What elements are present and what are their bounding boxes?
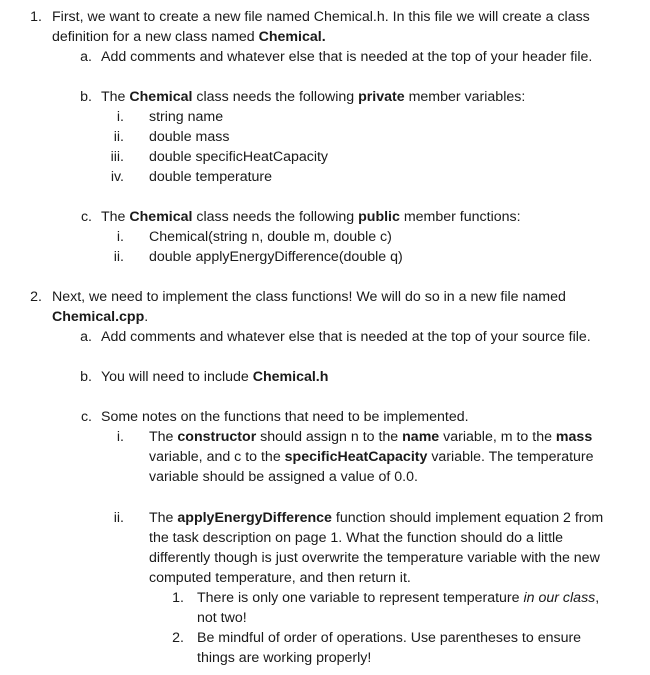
- list-item-marker: i.: [116, 109, 124, 125]
- list-item-marker: ii.: [113, 249, 124, 265]
- member-function-constructor: Chemical(string n, double m, double c): [149, 229, 392, 245]
- item-1a-marker: a.: [80, 49, 92, 65]
- list-item-marker: ii.: [113, 129, 124, 145]
- item-2c-marker: c.: [80, 409, 92, 425]
- note-2-line-1: The applyEnergyDifference function should implement equation 2 from: [149, 510, 604, 526]
- note-1-marker: i.: [116, 429, 124, 445]
- point-1-marker: 1.: [172, 590, 184, 606]
- note-1-line-1: The constructor should assign n to the name variable, m to the mass: [149, 429, 593, 445]
- item-2b-text: You will need to include Chemical.h: [101, 369, 329, 385]
- item-2-line-1: Next, we need to implement the class functions! We will do so in a new file named: [52, 289, 566, 305]
- note-2-line-4: computed temperature, and then return it.: [149, 570, 411, 586]
- member-variable-specific-heat: double specificHeatCapacity: [149, 149, 329, 165]
- note-2-marker: ii.: [113, 510, 124, 526]
- member-variable-mass: double mass: [149, 129, 230, 145]
- member-variable-temperature: double temperature: [149, 169, 273, 185]
- list-item-marker: i.: [116, 229, 124, 245]
- note-1-line-3: variable should be assigned a value of 0.0.: [149, 469, 418, 485]
- list-item-marker: iv.: [110, 169, 124, 185]
- item-2c-text: Some notes on the functions that need to be implemented.: [101, 409, 469, 425]
- point-1-line-1: There is only one variable to represent temperature in our class,: [197, 590, 600, 606]
- item-1-line-2: definition for a new class named Chemical.: [52, 29, 326, 45]
- note-2-line-2: the task description on page 1. What the function should do a little: [149, 530, 564, 546]
- item-2a-marker: a.: [80, 329, 92, 345]
- item-2-marker: 2.: [30, 289, 42, 305]
- point-2-line-2: things are working properly!: [197, 650, 372, 666]
- item-1c-marker: c.: [80, 209, 92, 225]
- item-2b-marker: b.: [80, 369, 92, 385]
- item-1b-marker: b.: [80, 89, 92, 105]
- item-1-marker: 1.: [30, 9, 42, 25]
- item-1a-text: Add comments and whatever else that is needed at the top of your header file.: [101, 49, 593, 65]
- member-function-apply-energy: double applyEnergyDifference(double q): [149, 249, 403, 265]
- class-name-bold: Chemical.: [258, 29, 326, 45]
- list-item-marker: iii.: [110, 149, 124, 165]
- item-1-line-1: First, we want to create a new file named Chemical.h. In this file we will create a class: [52, 9, 590, 25]
- item-1c-text: The Chemical class needs the following public member functions:: [101, 209, 521, 225]
- filename-bold: Chemical.cpp: [52, 309, 145, 325]
- item-1b-text: The Chemical class needs the following private member variables:: [101, 89, 526, 105]
- member-variable-name: string name: [149, 109, 224, 125]
- item-2a-text: Add comments and whatever else that is needed at the top of your source file.: [101, 329, 591, 345]
- point-2-line-1: Be mindful of order of operations. Use parentheses to ensure: [197, 630, 582, 646]
- point-2-marker: 2.: [172, 630, 184, 646]
- item-2-line-2: Chemical.cpp.: [52, 309, 149, 325]
- note-1-line-2: variable, and c to the specificHeatCapacity variable. The temperature: [149, 449, 594, 465]
- note-2-line-3: differently though is just overwrite the temperature variable with the new: [149, 550, 600, 566]
- point-1-line-2: not two!: [197, 610, 247, 626]
